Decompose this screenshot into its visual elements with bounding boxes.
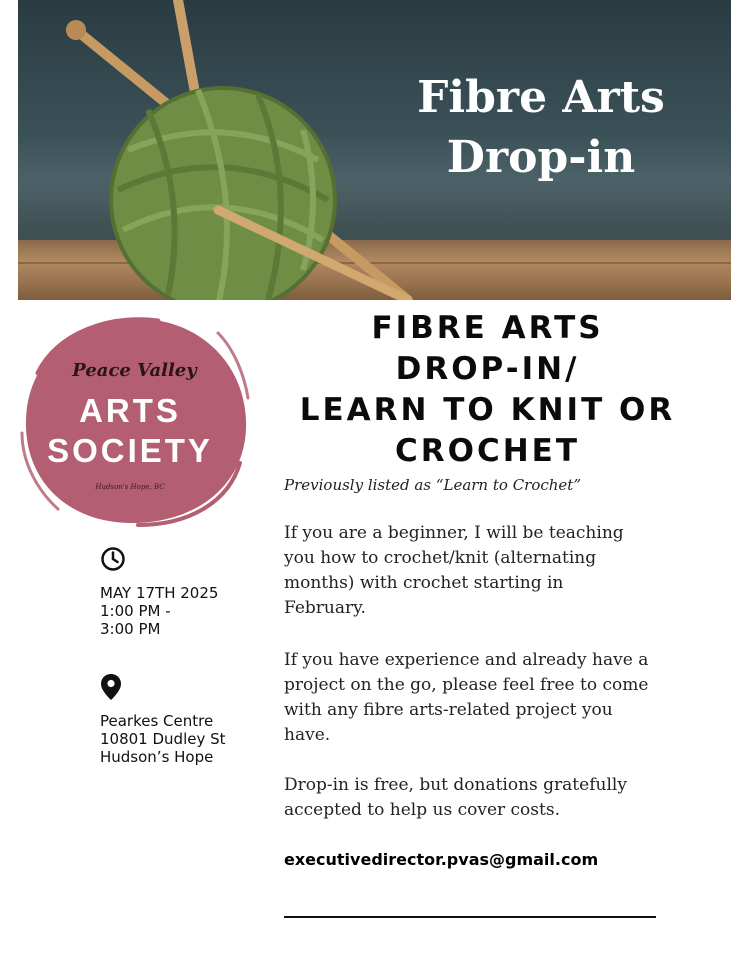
paragraph-experienced bbox=[284, 648, 684, 748]
paragraph-line: have. bbox=[284, 725, 331, 745]
paragraph-line: Drop-in is free, but donations gratefully bbox=[284, 775, 627, 795]
paragraph-line: months) with crochet starting in bbox=[284, 573, 564, 593]
paragraph-line: you how to crochet/knit (alternating bbox=[284, 548, 597, 568]
paragraph-line: accepted to help us cover costs. bbox=[284, 800, 560, 820]
event-address bbox=[100, 712, 226, 766]
paragraph-line: with any fibre arts-related project you bbox=[284, 700, 613, 720]
event-town: Hudson’s Hope bbox=[100, 748, 214, 766]
logo-arts-text: ARTS bbox=[79, 392, 181, 429]
subtitle: Previously listed as “Learn to Crochet” bbox=[284, 476, 582, 494]
event-venue: Pearkes Centre bbox=[100, 712, 214, 730]
event-date: MAY 17TH 2025 bbox=[100, 584, 219, 602]
hero-banner bbox=[18, 0, 731, 300]
hero-title bbox=[356, 68, 726, 188]
clock-icon bbox=[100, 546, 126, 572]
event-street: 10801 Dudley St bbox=[100, 730, 226, 748]
paragraph-line: February. bbox=[284, 598, 366, 618]
heading-line: LEARN TO KNIT OR bbox=[299, 392, 676, 428]
divider-line bbox=[284, 916, 656, 918]
paragraph-line: If you are a beginner, I will be teaching bbox=[284, 523, 624, 543]
paragraph-donations bbox=[284, 773, 684, 823]
paragraph-beginners bbox=[284, 521, 684, 621]
paragraph-line: If you have experience and already have a bbox=[284, 650, 649, 670]
logo-society-text: SOCIETY bbox=[47, 432, 213, 469]
event-datetime bbox=[100, 584, 218, 638]
logo-script-text: Peace Valley bbox=[72, 360, 197, 381]
map-pin-icon bbox=[100, 673, 122, 701]
hero-title-line: Drop-in bbox=[446, 132, 636, 183]
heading-line: DROP-IN/ bbox=[395, 351, 580, 387]
event-heading bbox=[270, 308, 705, 472]
hero-title-line: Fibre Arts bbox=[417, 72, 665, 123]
event-time-end: 3:00 PM bbox=[100, 620, 161, 638]
contact-email-link[interactable]: executivedirector.pvas@gmail.com bbox=[284, 850, 599, 869]
logo-location-text: Hudson's Hope, BC bbox=[95, 483, 165, 491]
event-time-start: 1:00 PM - bbox=[100, 602, 171, 620]
paragraph-line: project on the go, please feel free to come bbox=[284, 675, 649, 695]
heading-line: CROCHET bbox=[395, 433, 580, 469]
heading-line: FIBRE ARTS bbox=[371, 310, 604, 346]
